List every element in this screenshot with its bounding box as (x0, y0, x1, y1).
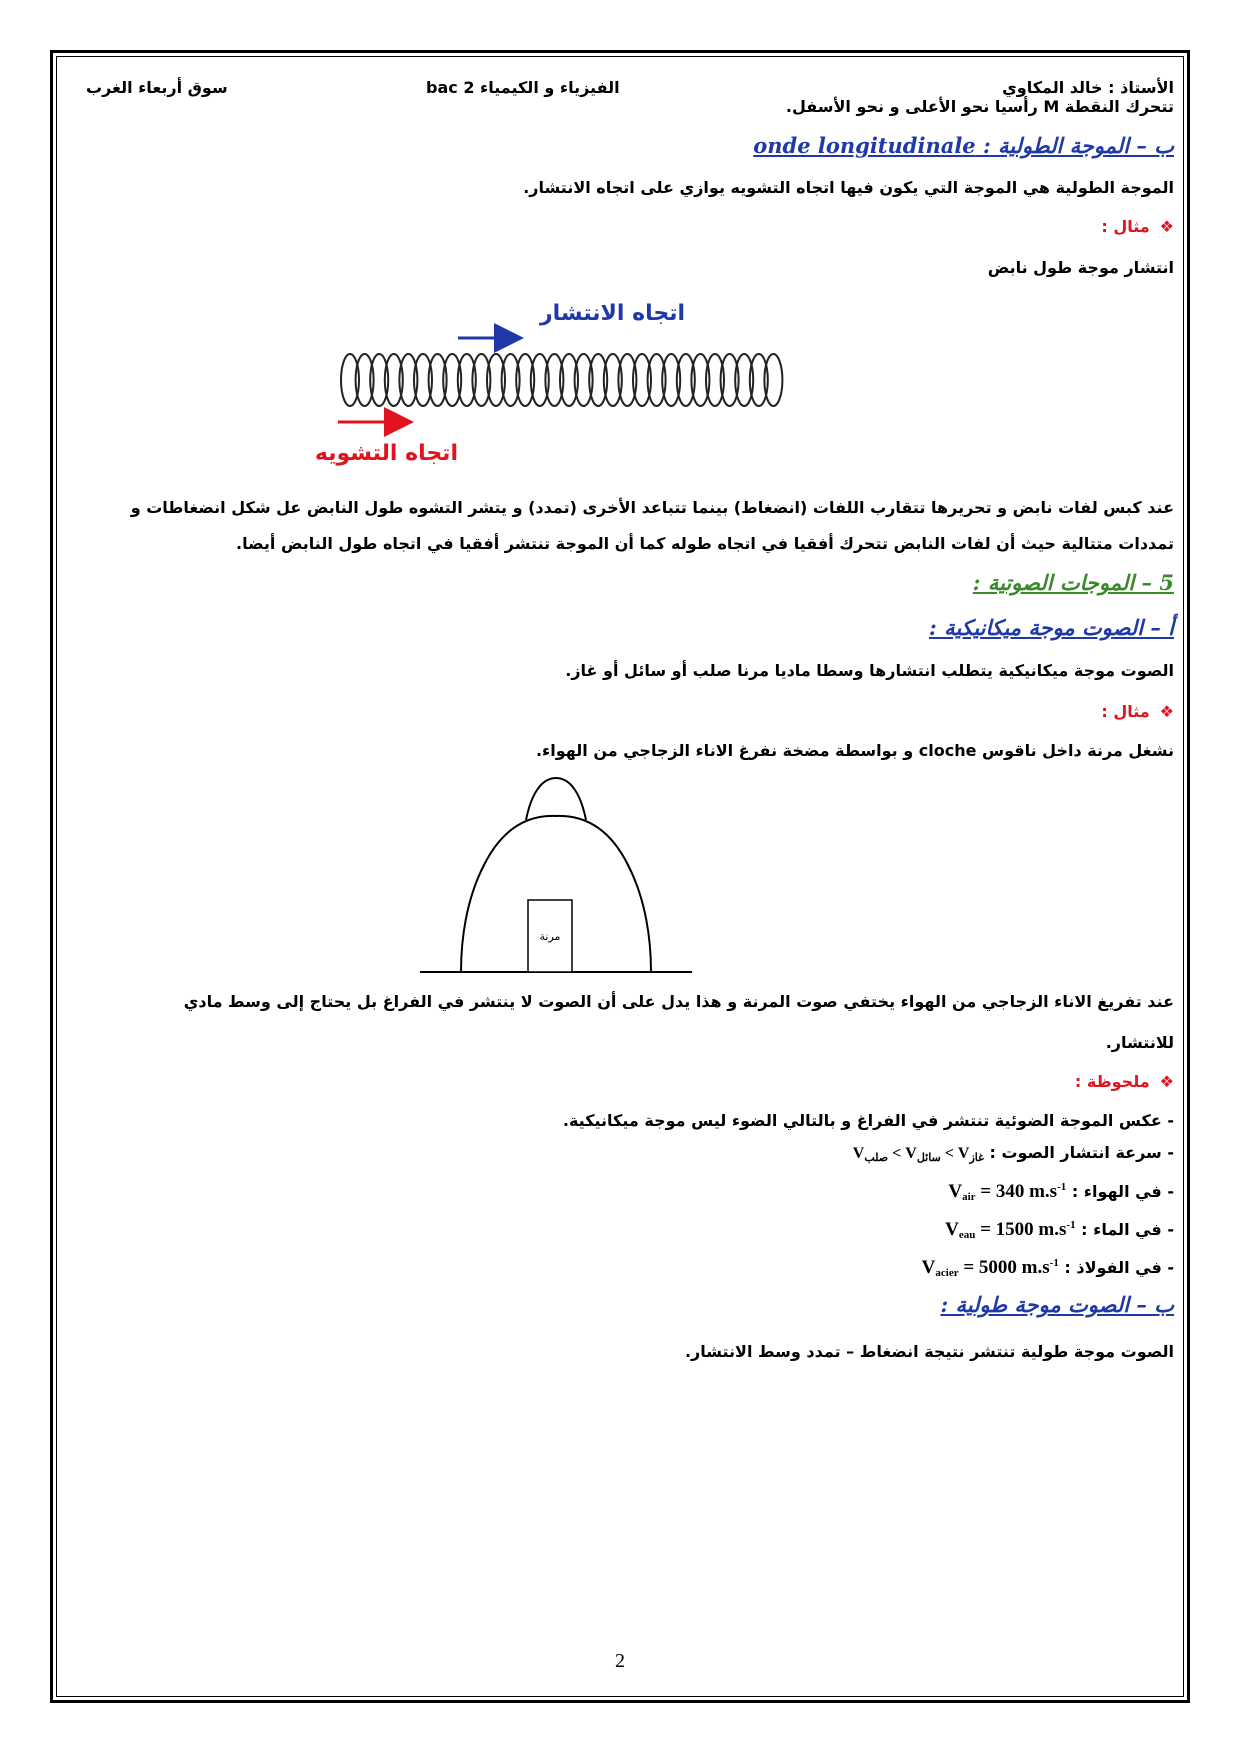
example-heading-2 (66, 702, 1174, 721)
speed-air-sub: air (962, 1191, 976, 1203)
bullet-star-icon: ❖ (1159, 217, 1174, 236)
example-label-2: مثال : (1101, 702, 1150, 721)
note-1: - عكس الموجة الضوئية تنتشر في الفراغ و بالتالي الضوء ليس موجة ميكانيكية. (562, 1111, 1174, 1130)
sound-longitudinal-text: الصوت موجة طولية تنتشر نتيجة انضغاط – تمدد وسط الانتشار. (684, 1342, 1174, 1361)
speed-order (853, 1145, 984, 1164)
speed-water-medium: - في الماء : (1081, 1220, 1174, 1239)
speed-air-formula (948, 1181, 1066, 1203)
speed-steel-sub: acier (935, 1267, 959, 1279)
bullet-star-icon: ❖ (1159, 702, 1174, 721)
speed-water-value: = 1500 m.s (980, 1219, 1067, 1240)
section-title-longitudinal (66, 133, 1174, 158)
spring-coils (341, 354, 782, 406)
speed-water-sub: eau (958, 1229, 976, 1241)
mechanical-title: أ – الصوت موجة ميكانيكية : (929, 615, 1174, 640)
bell-jar-knob (526, 778, 586, 820)
example-label: مثال : (1101, 217, 1150, 236)
header-school: سوق أربعاء الغرب (86, 78, 228, 97)
note-heading (66, 1072, 1174, 1091)
example-heading-1 (66, 217, 1174, 236)
note-label: ملحوظة : (1074, 1072, 1150, 1091)
intro-line: تتحرك النقطة M رأسيا نحو الأعلى و نحو الأسفل. (785, 97, 1174, 116)
mechanical-text: الصوت موجة ميكانيكية يتطلب انتشارها وسطا ماديا مرنا صلب أو سائل أو غاز. (565, 661, 1174, 680)
sound-section-title: 5 – الموجات الصوتية : (972, 570, 1174, 595)
v-gas: V (957, 1145, 970, 1162)
v-solid: V (852, 1145, 865, 1162)
conclusion-1: عند تفريغ الاناء الزجاجي من الهواء يختفي صوت المرنة و هذا يدل على أن الصوت لا ينتشر في الفراغ بل يحتاج إلى وسط مادي (183, 992, 1174, 1011)
bell-jar-figure (416, 770, 696, 980)
speed-water (66, 1219, 1174, 1241)
speed-steel-exp: -1 (1049, 1257, 1059, 1269)
document-page (66, 60, 1174, 1690)
conclusion-2: للانتشار. (1105, 1033, 1174, 1052)
section-title-sound (66, 570, 1174, 595)
speed-air-value: = 340 m.s (980, 1181, 1058, 1202)
speed-steel (66, 1257, 1174, 1279)
spring-explanation-2: تمددات متتالية حيث أن لفات النابض تتحرك أفقيا في اتجاه طوله كما أن الموجة تنتشر أفقيا في اتجاه طول النابض أيضا. (236, 534, 1174, 553)
longitudinal-title: ب – الموجة الطولية : onde longitudinale (753, 133, 1174, 158)
bullet-star-icon: ❖ (1159, 1072, 1174, 1091)
deformation-label: اتجاه التشويه (314, 441, 458, 466)
speed-steel-medium: - في الفولاذ : (1064, 1258, 1174, 1277)
speed-water-symbol: V (945, 1219, 959, 1240)
speed-air (66, 1181, 1174, 1203)
speed-water-exp: -1 (1066, 1219, 1076, 1231)
sub-gas: غاز (969, 1152, 984, 1164)
sub-solid: صلب (864, 1152, 889, 1164)
spring-explanation-1: عند كبس لفات نابض و تحريرها تتقارب اللفات (انضغاط) بينما تتباعد الأخرى (تمدد) و يتشر التشوه طول النابض عل شكل انضغاطات و (130, 498, 1174, 517)
example-text-1: انتشار موجة طول نابض (987, 258, 1174, 277)
speed-air-medium: - في الهواء : (1071, 1182, 1174, 1201)
spring-figure (314, 292, 798, 472)
speed-water-formula (945, 1219, 1075, 1241)
example-text-2: نشغل مرنة داخل ناقوس cloche و بواسطة مضخة نفرغ الاناء الزجاجي من الهواء. (535, 741, 1174, 760)
header-subject: الفيزياء و الكيمياء 2 bac (426, 78, 620, 97)
speed-steel-value: = 5000 m.s (963, 1257, 1050, 1278)
header-teacher: الأستاذ : خالد المكاوي (1002, 78, 1174, 97)
longitudinal-definition: الموجة الطولية هي الموجة التي يكون فيها اتجاه التشويه يوازي على اتجاه الانتشار. (523, 178, 1174, 197)
subsection-title-mechanical (66, 615, 1174, 640)
speed-air-symbol: V (948, 1181, 963, 1202)
propagation-label: اتجاه الانتشار (540, 301, 686, 326)
speed-order-line (66, 1143, 1174, 1164)
speed-intro: - سرعة انتشار الصوت : (989, 1143, 1174, 1162)
speed-air-exp: -1 (1057, 1181, 1067, 1193)
page-number: 2 (615, 1650, 625, 1672)
speed-steel-symbol: V (921, 1257, 936, 1278)
speed-steel-formula (922, 1257, 1059, 1279)
subsection-title-sound-longitudinal (66, 1292, 1174, 1317)
sound-longitudinal-title: ب – الصوت موجة طولية : (940, 1292, 1174, 1317)
lt-1: < (892, 1145, 902, 1162)
lt-2: < (944, 1145, 954, 1162)
sub-liquid: سائل (916, 1152, 941, 1164)
v-liquid: V (905, 1145, 917, 1162)
buzzer-label: مرنة (539, 930, 561, 943)
